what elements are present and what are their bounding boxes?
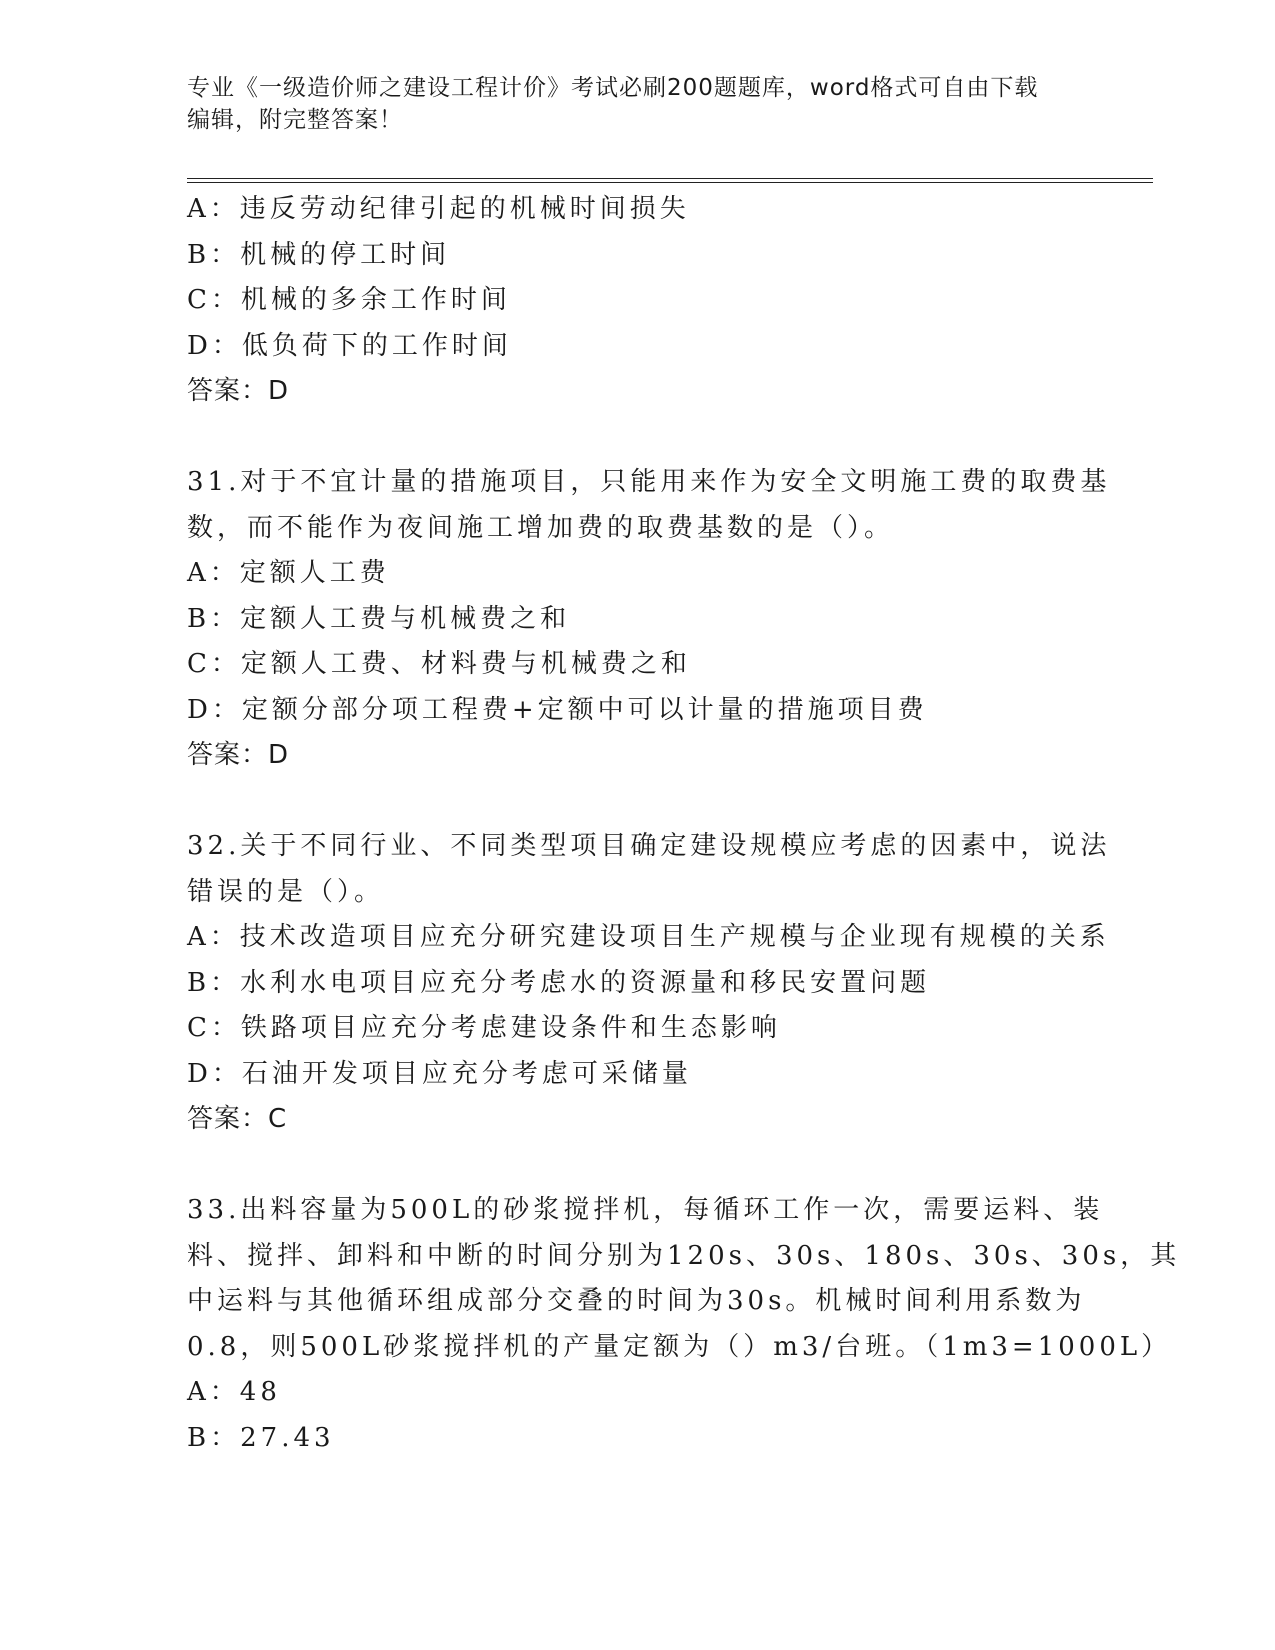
question-33	[187, 1188, 1181, 1461]
question-stem-line: 数，而不能作为夜间施工增加费的取费基数的是（）。	[187, 512, 895, 543]
question-stem-line: 错误的是（）。	[187, 876, 385, 907]
option-a: A：技术改造项目应充分研究建设项目生产规模与企业现有规模的关系	[187, 922, 1110, 952]
option-b: B：定额人工费与机械费之和	[187, 603, 571, 634]
option-a: A：定额人工费	[187, 558, 390, 588]
option-d: D：低负荷下的工作时间	[187, 330, 512, 361]
option-c: C：定额人工费、材料费与机械费之和	[187, 649, 691, 679]
document-header	[187, 72, 1087, 136]
option-b: B：27.43	[187, 1422, 335, 1453]
answer: 答案：D	[187, 376, 290, 406]
answer: 答案：D	[187, 740, 290, 770]
option-c: C：机械的多余工作时间	[187, 285, 511, 315]
answer: 答案：C	[187, 1104, 288, 1134]
header-line-1: 专业《一级造价师之建设工程计价》考试必刷200题题库，word格式可自由下载	[187, 75, 1039, 101]
header-divider-top	[187, 178, 1153, 179]
option-b: B：水利水电项目应充分考虑水的资源量和移民安置问题	[187, 967, 931, 998]
question-31	[187, 460, 1111, 779]
question-stem-line: 料、搅拌、卸料和中断的时间分别为120s、30s、180s、30s、30s，其	[187, 1240, 1181, 1271]
header-line-2: 编辑，附完整答案！	[187, 107, 403, 133]
question-stem-line: 33.出料容量为500L的砂浆搅拌机，每循环工作一次，需要运料、装	[187, 1195, 1104, 1225]
option-a: A：48	[187, 1377, 281, 1407]
question-list	[187, 187, 1181, 1461]
spacer	[187, 779, 1087, 825]
spacer	[187, 415, 1087, 461]
option-c: C：铁路项目应充分考虑建设条件和生态影响	[187, 1013, 781, 1043]
question-stem-line: 31.对于不宜计量的措施项目，只能用来作为安全文明施工费的取费基	[187, 467, 1111, 497]
header-divider-bottom	[187, 182, 1153, 183]
option-d: D：定额分部分项工程费+定额中可以计量的措施项目费	[187, 694, 928, 725]
option-b: B：机械的停工时间	[187, 239, 451, 270]
question-32	[187, 824, 1111, 1143]
question-stem-line: 32.关于不同行业、不同类型项目确定建设规模应考虑的因素中，说法	[187, 831, 1111, 861]
question-stem-line: 中运料与其他循环组成部分交叠的时间为30s。机械时间利用系数为	[187, 1286, 1086, 1316]
question-30	[187, 187, 1087, 415]
spacer	[187, 1143, 1087, 1189]
option-d: D：石油开发项目应充分考虑可采储量	[187, 1058, 692, 1089]
question-stem-line: 0.8，则500L砂浆搅拌机的产量定额为（）m3/台班。（1m3=1000L）	[187, 1331, 1172, 1362]
option-a: A：违反劳动纪律引起的机械时间损失	[187, 194, 690, 224]
